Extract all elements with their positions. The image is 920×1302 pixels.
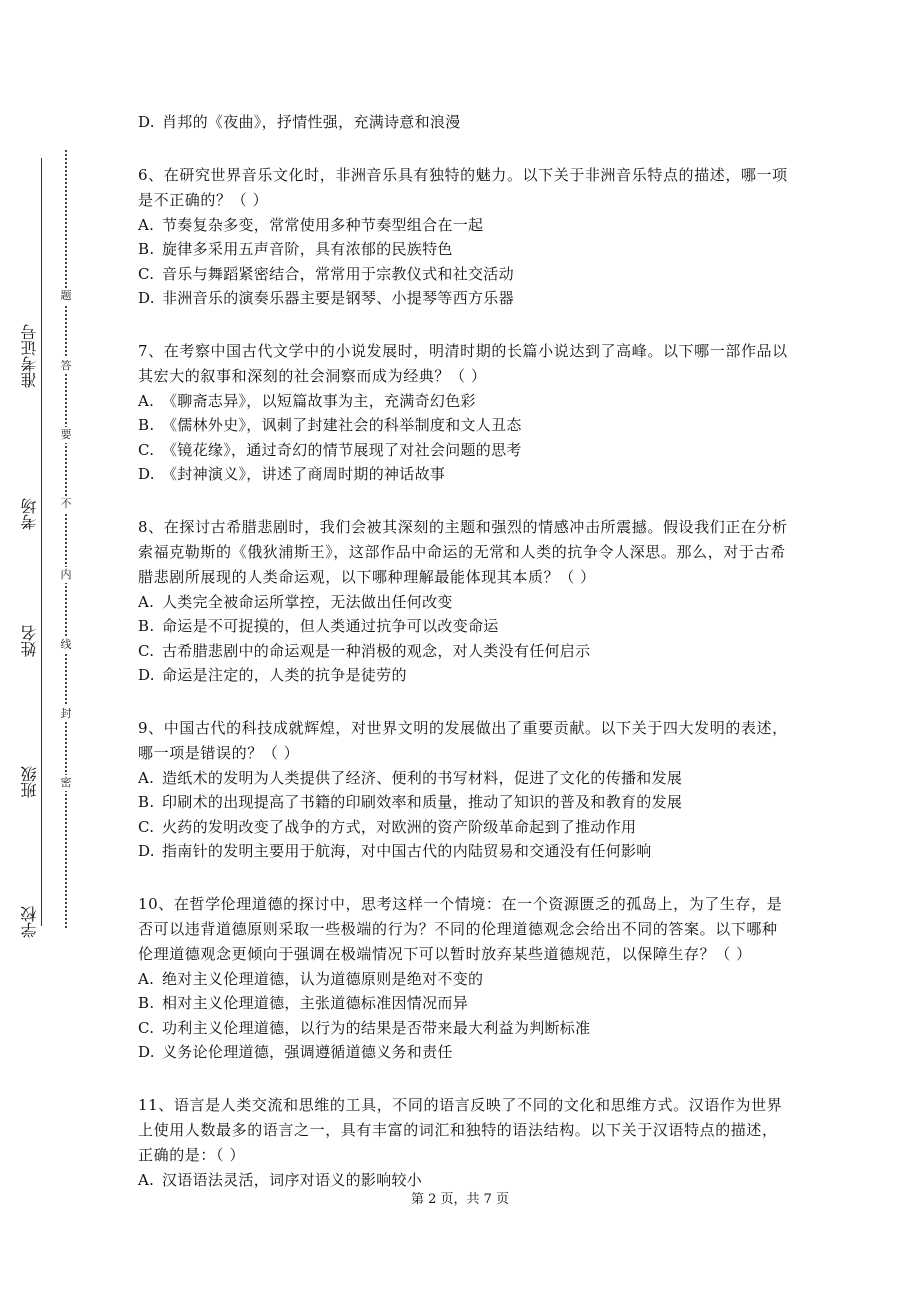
page-number: 第 2 页，共 7 页 [410, 1192, 510, 1207]
option-text: 非洲音乐的演奏乐器主要是钢琴、小提琴等西方乐器 [162, 289, 514, 307]
label-class: 班级 [20, 766, 39, 799]
option-letter: A. [138, 215, 155, 234]
binding-solid-line [41, 158, 42, 926]
option-letter: C. [138, 264, 155, 283]
question-7 [138, 339, 788, 487]
seal-char: 内 [60, 568, 72, 581]
option-c [138, 262, 788, 287]
option-letter: A. [138, 391, 155, 410]
option-letter: A. [138, 969, 155, 988]
option-letter: D. [138, 113, 155, 131]
option-text: 火药的发明改变了战争的方式，对欧洲的资产阶级革命起到了推动作用 [162, 817, 637, 836]
option-d [138, 839, 788, 864]
option-text: 相对主义伦理道德，主张道德标准因情况而异 [162, 994, 469, 1012]
question-stem: 6、在研究世界音乐文化时，非洲音乐具有独特的魅力。以下关于非洲音乐特点的描述，哪一项是不正确的？（ ） [138, 165, 788, 209]
option-letter: A. [138, 592, 155, 611]
option-letter: B. [138, 994, 155, 1012]
option-letter: D. [138, 1043, 155, 1061]
option-text: 旋律多采用五声音阶，具有浓郁的民族特色 [162, 240, 453, 258]
option-b [138, 413, 788, 438]
option-text: 功利主义伦理道德，以行为的结果是否带来最大利益为判断标准 [162, 1018, 591, 1037]
binding-dotted-line [65, 150, 67, 928]
option-letter: C. [138, 440, 155, 459]
option-text: 音乐与舞蹈紧密结合，常常用于宗教仪式和社交活动 [162, 264, 514, 283]
option-letter: C. [138, 641, 155, 660]
binding-margin [0, 0, 110, 1302]
option-d [138, 286, 788, 311]
option-d [138, 110, 788, 135]
option-a [138, 590, 788, 615]
option-letter: B. [138, 793, 155, 811]
question-11 [138, 1093, 788, 1193]
option-d [138, 1040, 788, 1065]
option-text: 人类完全被命运所掌控，无法做出任何改变 [162, 592, 453, 611]
option-b [138, 991, 788, 1016]
option-a [138, 1168, 788, 1193]
option-a [138, 213, 788, 238]
label-ticket-number: 准考证号 [20, 324, 39, 388]
option-d [138, 462, 788, 487]
question-stem: 10、在哲学伦理道德的探讨中，思考这样一个情境：在一个资源匮乏的孤岛上，为了生存，是否可以违背道德原则采取一些极端的行为？不同的伦理道德观念会给出不同的答案。以下哪种伦理道德观念更倾向于强调在极端情况下可以暂时放弃某些道德规范，以保障生存？（ ） [138, 894, 783, 963]
option-c [138, 1016, 788, 1041]
option-letter: C. [138, 1018, 155, 1037]
seal-char: 密 [60, 776, 72, 789]
question-list [138, 110, 788, 1220]
option-letter: C. [138, 817, 155, 836]
question-stem: 7、在考察中国古代文学中的小说发展时，明清时期的长篇小说达到了高峰。以下哪一部作品以其宏大的叙事和深刻的社会洞察而成为经典？（ ） [138, 341, 788, 385]
option-letter: B. [138, 416, 155, 434]
label-exam-room: 考场 [20, 498, 39, 531]
option-c [138, 438, 788, 463]
option-text: 节奏复杂多变，常常使用多种节奏型组合在一起 [162, 215, 484, 234]
option-d [138, 663, 788, 688]
seal-char: 题 [60, 289, 72, 302]
option-a [138, 766, 788, 791]
option-c [138, 815, 788, 840]
question-6 [138, 163, 788, 311]
question-9 [138, 716, 788, 864]
option-letter: B. [138, 240, 155, 258]
option-b [138, 237, 788, 262]
option-letter: D. [138, 289, 155, 307]
option-letter: A. [138, 768, 155, 787]
option-text: 印刷术的出现提高了书籍的印刷效率和质量，推动了知识的普及和教育的发展 [162, 793, 683, 811]
option-a [138, 967, 788, 992]
question-8 [138, 515, 788, 688]
option-letter: B. [138, 617, 155, 635]
option-letter: D. [138, 465, 155, 483]
option-text: 造纸术的发明为人类提供了经济、便利的书写材料，促进了文化的传播和发展 [162, 768, 683, 787]
label-name: 姓名 [20, 625, 39, 658]
question-stem: 11、语言是人类交流和思维的工具，不同的语言反映了不同的文化和思维方式。汉语作为世界上使用人数最多的语言之一，具有丰富的词汇和独特的语法结构。以下关于汉语特点的描述，正确的是：（ ） [138, 1095, 783, 1164]
option-text: 指南针的发明主要用于航海，对中国古代的内陆贸易和交通没有任何影响 [162, 842, 652, 860]
label-school: 学校 [20, 906, 39, 939]
option-text: 《封神演义》，讲述了商周时期的神话故事 [162, 465, 446, 483]
option-text: 绝对主义伦理道德，认为道德原则是绝对不变的 [162, 969, 484, 988]
option-c [138, 639, 788, 664]
option-a [138, 389, 788, 414]
option-text: 肖邦的《夜曲》，抒情性强，充满诗意和浪漫 [162, 113, 461, 131]
seal-char: 封 [60, 707, 72, 720]
option-text: 《儒林外史》，讽刺了封建社会的科举制度和文人丑态 [162, 416, 522, 434]
option-b [138, 614, 788, 639]
option-letter: D. [138, 842, 155, 860]
option-text: 命运是不可捉摸的，但人类通过抗争可以改变命运 [162, 617, 499, 635]
option-text: 《镜花缘》，通过奇幻的情节展现了对社会问题的思考 [162, 440, 522, 459]
question-stem: 8、在探讨古希腊悲剧时，我们会被其深刻的主题和强烈的情感冲击所震撼。假设我们正在分析索福克勒斯的《俄狄浦斯王》，这部作品中命运的无常和人类的抗争令人深思。那么，对于古希腊悲剧所展现的人类命运观，以下哪种理解最能体现其本质？（ ） [138, 517, 788, 586]
seal-char: 线 [60, 638, 72, 651]
option-text: 古希腊悲剧中的命运观是一种消极的观念，对人类没有任何启示 [162, 641, 591, 660]
option-text: 命运是注定的，人类的抗争是徒劳的 [162, 666, 407, 684]
question-stem: 9、中国古代的科技成就辉煌，对世界文明的发展做出了重要贡献。以下关于四大发明的表述，哪一项是错误的？（ ） [138, 718, 788, 762]
option-text: 《聊斋志异》，以短篇故事为主，充满奇幻色彩 [162, 391, 476, 410]
option-letter: D. [138, 666, 155, 684]
seal-char: 答 [60, 359, 72, 372]
seal-char: 不 [60, 497, 72, 510]
option-text: 汉语语法灵活，词序对语义的影响较小 [162, 1170, 423, 1189]
question-5-tail [138, 110, 788, 135]
question-10 [138, 892, 788, 1065]
option-b [138, 790, 788, 815]
option-letter: A. [138, 1170, 155, 1189]
seal-char: 要 [60, 428, 72, 441]
option-text: 义务论伦理道德，强调遵循道德义务和责任 [162, 1043, 453, 1061]
